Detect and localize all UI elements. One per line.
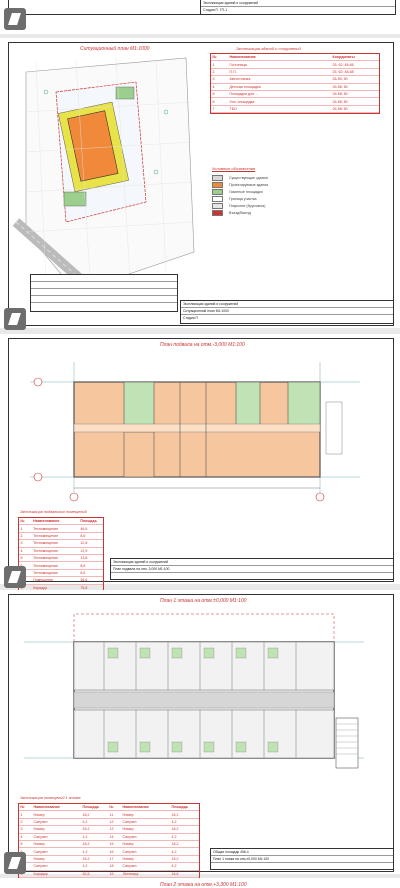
table-cell: 16 <box>109 849 114 854</box>
table-cell: 46,6 <box>80 526 88 531</box>
table-row <box>211 84 379 91</box>
table-cell: 6 <box>212 99 215 104</box>
sheet1-legend-title: Экспликация зданий и сооружений <box>236 46 301 51</box>
legend-header-name: Наименование <box>229 55 256 60</box>
table-row <box>211 69 379 76</box>
table-cell: 36,6 <box>80 578 88 583</box>
table-cell: 14 <box>109 834 114 839</box>
table-cell: 4,2 <box>82 834 88 839</box>
page-thumbnail-icon[interactable] <box>4 566 26 588</box>
table-cell: 5 <box>20 556 23 561</box>
sheet-site-plan <box>0 38 400 328</box>
table-cell: Санузел <box>33 864 48 869</box>
table-cell: 18,2 <box>171 842 179 847</box>
table-row <box>19 540 103 547</box>
table-cell: Номер <box>122 842 134 847</box>
table-cell: 4,2 <box>171 864 177 869</box>
table-cell: Гостиница <box>229 62 247 67</box>
table-cell: Номер <box>122 856 134 861</box>
top-stamp-sheet: ГП-1 <box>219 8 228 12</box>
list-item <box>212 181 382 188</box>
table-cell: Хоз. площадка <box>229 99 255 104</box>
table-cell: 4 <box>212 84 215 89</box>
table-row <box>19 848 199 855</box>
table-cell: 2 <box>20 819 23 824</box>
table-cell: Техпомещение <box>33 526 59 531</box>
table-cell: 26-58; 50 <box>332 106 348 111</box>
table-cell: 12 <box>109 819 114 824</box>
table-cell: 8,6 <box>80 570 86 575</box>
sheet-second-floor-plan <box>0 878 400 888</box>
table-row <box>211 76 379 83</box>
legend-label: Въезд/Выезд <box>229 210 251 215</box>
table-row <box>19 525 103 532</box>
table-cell: 18,2 <box>171 812 179 817</box>
legend-swatch <box>212 189 223 195</box>
table-cell: 2 <box>20 533 23 538</box>
table-cell: 1 <box>20 526 23 531</box>
table-row <box>211 61 379 68</box>
table-row <box>19 826 199 833</box>
table-row <box>19 577 103 584</box>
table-cell: Техпомещение <box>33 548 59 553</box>
table-row <box>19 562 103 569</box>
table-cell: 13 <box>109 827 114 832</box>
sheet1-notes-list <box>212 174 382 216</box>
table-cell: Номер <box>122 827 134 832</box>
sheet-basement-plan <box>0 334 400 590</box>
table-header-row <box>211 54 379 61</box>
table-row <box>19 555 103 562</box>
table-cell: Санузел <box>122 864 137 869</box>
table-cell: 19 <box>109 871 114 876</box>
table-row <box>19 548 103 555</box>
table-cell: Техпомещение <box>33 556 59 561</box>
table-row <box>19 841 199 848</box>
table-cell: 18,2 <box>171 856 179 861</box>
sheet2-table-title: Экспликация подвальных помещений <box>20 510 87 514</box>
sheet1-legend-table <box>210 53 380 114</box>
table-cell: 7 <box>212 106 215 111</box>
table-row <box>19 570 103 577</box>
sheet1-title: Ситуационный план М1:1000 <box>80 46 150 52</box>
legend-label: Граница участка <box>229 196 257 201</box>
sheet4-title: План 2 этажа на отм.+3,300 М1:100 <box>160 882 247 888</box>
table-cell: 4,2 <box>171 834 177 839</box>
sheet2-stamp: Экспликация зданий и сооружений План подвала на отм.-3,000 М1:100 <box>110 558 394 580</box>
table-cell: 16,6 <box>171 871 179 876</box>
top-stamp <box>200 0 396 15</box>
table-cell: ТБО <box>229 106 237 111</box>
legend-swatch <box>212 175 223 181</box>
table-cell: 4,2 <box>82 849 88 854</box>
table-cell: Техпомещение <box>33 570 59 575</box>
first-floor-plan <box>24 608 364 788</box>
legend-label: Покрытие (брусчатка) <box>229 203 266 208</box>
table-cell: Санузел <box>33 849 48 854</box>
table-cell: Санузел <box>33 834 48 839</box>
table-cell: Помещение <box>33 578 54 583</box>
table-cell: 13,8 <box>80 556 88 561</box>
table-row <box>211 98 379 105</box>
table-cell: 1 <box>212 62 215 67</box>
table-cell: Номер <box>33 812 45 817</box>
sheet1-stamp <box>180 300 394 324</box>
sheet1-notes-title: Условные обозначения <box>212 166 256 171</box>
table-cell: Санузел <box>122 849 137 854</box>
table-row <box>211 106 379 113</box>
table-cell: Коридор <box>33 871 48 876</box>
table-cell: 4,2 <box>171 819 177 824</box>
stamp-line: Стадия П <box>183 316 198 320</box>
table-cell: 4,2 <box>82 864 88 869</box>
table-cell: 17 <box>109 856 114 861</box>
table-cell: 26-50; 50 <box>332 77 348 82</box>
legend-label: Существующие здания <box>229 175 268 180</box>
table-cell: 4 <box>20 834 23 839</box>
table-cell: Номер <box>33 856 45 861</box>
table-cell: Площадка для ... <box>229 92 259 97</box>
page-thumbnail-icon[interactable] <box>4 852 26 874</box>
table-cell: Санузел <box>122 834 137 839</box>
table-cell: 75,8 <box>80 585 88 590</box>
top-stamp-text: Экспликация зданий и сооружений <box>203 1 259 5</box>
table-cell: Детская площадка <box>229 84 261 89</box>
table-cell: Автостоянка <box>229 77 251 82</box>
table-cell: 18,2 <box>82 842 90 847</box>
stamp-line: Экспликация зданий и сооружений <box>181 301 393 308</box>
table-cell: 4,2 <box>82 819 88 824</box>
table-cell: 5 <box>212 92 215 97</box>
table-cell: 4,2 <box>171 849 177 854</box>
table-cell: 15 <box>109 842 114 847</box>
table-cell: 12,8 <box>80 541 88 546</box>
table-cell: 26-58; 50 <box>332 84 348 89</box>
top-stamp-stage: Стадия П <box>203 8 218 12</box>
table-cell: 12,9 <box>80 548 88 553</box>
table-cell: Техпомещение <box>33 533 59 538</box>
legend-swatch <box>212 210 223 216</box>
table-cell: 3 <box>212 77 215 82</box>
table-row <box>19 533 103 540</box>
list-item <box>212 209 382 216</box>
site-plan-drawing <box>16 52 196 302</box>
table-cell: 8,6 <box>80 533 86 538</box>
table-header-row: № Наименование Площадь <box>19 518 103 525</box>
table-row <box>19 819 199 826</box>
list-item <box>212 202 382 209</box>
table-cell: 25, 62; 48-66 <box>332 62 354 67</box>
table-cell: 5 <box>20 842 23 847</box>
legend-swatch <box>212 182 223 188</box>
basement-floor-plan <box>30 352 360 502</box>
table-cell: 4 <box>20 548 23 553</box>
table-cell: 18,2 <box>171 827 179 832</box>
table-cell: 25, 62; 48-58 <box>332 69 354 74</box>
table-cell: П.П. <box>229 69 237 74</box>
table-row <box>19 834 199 841</box>
table-cell: 3 <box>20 541 23 546</box>
table-cell: Коридор <box>33 585 48 590</box>
sheet-top-strip <box>0 0 400 34</box>
table-cell: 1 <box>20 812 23 817</box>
legend-header-no: № <box>212 55 217 60</box>
table-cell: 18,2 <box>82 827 90 832</box>
list-item <box>212 195 382 202</box>
table-cell: 3 <box>20 827 23 832</box>
sheet3-title: План 1 этажа на отм.±0,000 М1:100 <box>160 598 247 604</box>
table-cell: Номер <box>122 812 134 817</box>
sheet3-stamp: Общая площадь 456,4 План 1 этажа на отм.±0,000 М1:100 <box>210 848 394 870</box>
table-cell: Санузел <box>33 819 48 824</box>
sheet-first-floor-plan <box>0 590 400 874</box>
legend-swatch <box>212 203 223 209</box>
sheet2-title: План подвала на отм.-3,000 М1:100 <box>160 342 245 348</box>
table-header-row: № Наименование Площадь № Наименование Площадь <box>19 804 199 811</box>
table-row <box>211 91 379 98</box>
table-cell: 18,2 <box>82 856 90 861</box>
sheet3-room-table <box>18 803 200 879</box>
table-cell: 52,6 <box>82 871 90 876</box>
table-cell: 8,6 <box>80 563 86 568</box>
table-cell: 11 <box>109 812 114 817</box>
table-row <box>19 856 199 863</box>
table-cell: 18 <box>109 864 114 869</box>
page-thumbnail-icon[interactable] <box>4 8 26 30</box>
table-cell: Техпомещение <box>33 563 59 568</box>
table-cell: Техпомещение <box>33 541 59 546</box>
table-cell: 2 <box>212 69 215 74</box>
table-row <box>19 871 199 878</box>
table-cell: Санузел <box>122 819 137 824</box>
table-cell: Лестница <box>122 871 139 876</box>
sheet3-table-title: Экспликация помещений 1 этажа <box>20 796 81 800</box>
table-cell: Номер <box>33 842 45 847</box>
legend-label: Газонные площадки <box>229 189 263 194</box>
page-thumbnail-icon[interactable] <box>4 308 26 330</box>
table-cell: 18,2 <box>82 812 90 817</box>
table-cell: 26-58; 50 <box>332 99 348 104</box>
legend-label: Проектируемые здания <box>229 182 269 187</box>
legend-swatch <box>212 196 223 202</box>
table-row <box>19 863 199 870</box>
sheet1-side-stamp <box>30 274 178 312</box>
table-cell: 26-58; 50 <box>332 92 348 97</box>
legend-header-coords: Координаты <box>332 55 355 60</box>
table-row <box>19 811 199 818</box>
sheet2-room-table <box>18 517 104 599</box>
table-cell: Номер <box>33 827 45 832</box>
stamp-line: Ситуационный план М1:1000 <box>181 308 393 315</box>
list-item <box>212 188 382 195</box>
list-item <box>212 174 382 181</box>
